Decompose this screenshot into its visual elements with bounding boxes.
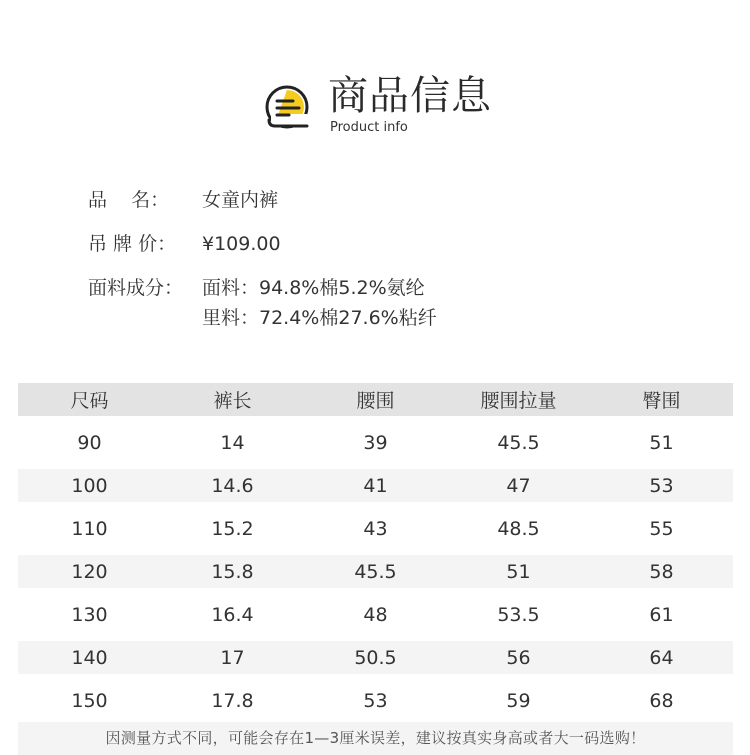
cell-size: 90 — [77, 431, 102, 454]
cell-size: 100 — [71, 474, 108, 497]
cell-waist-stretch: 47 — [506, 474, 531, 497]
cell-waist: 53 — [363, 689, 388, 712]
table-row — [18, 555, 733, 588]
cell-length: 15.2 — [211, 517, 254, 540]
page-subtitle: Product info — [330, 120, 408, 135]
cell-hip: 64 — [649, 646, 674, 669]
cell-size: 150 — [71, 689, 108, 712]
product-name-value: 女童内裤 — [202, 189, 279, 211]
header-size: 尺码 — [70, 390, 109, 412]
size-table — [18, 383, 733, 717]
header-waist: 腰围 — [356, 390, 395, 412]
fabric-row — [88, 274, 688, 329]
cell-hip: 68 — [649, 689, 674, 712]
tag-price-value: ¥109.00 — [202, 233, 281, 255]
product-name-row — [88, 186, 688, 230]
cell-hip: 51 — [649, 431, 674, 454]
table-row — [18, 684, 733, 717]
tag-price-row — [88, 230, 688, 274]
cell-waist-stretch: 45.5 — [497, 431, 540, 454]
cell-waist: 43 — [363, 517, 388, 540]
product-details — [88, 186, 688, 329]
header-length: 裤长 — [213, 390, 252, 412]
cell-waist-stretch: 48.5 — [497, 517, 540, 540]
cell-length: 14 — [220, 431, 245, 454]
cell-length: 14.6 — [211, 474, 254, 497]
cell-waist-stretch: 51 — [506, 560, 531, 583]
page-title: 商品信息 — [328, 73, 492, 119]
size-table-header — [18, 383, 733, 416]
document-lines-icon — [263, 84, 313, 130]
fabric-lining-value: 里料：72.4%棉27.6%粘纤 — [202, 307, 437, 329]
cell-waist-stretch: 59 — [506, 689, 531, 712]
cell-size: 120 — [71, 560, 108, 583]
cell-waist-stretch: 53.5 — [497, 603, 540, 626]
table-row — [18, 426, 733, 459]
table-row — [18, 512, 733, 545]
header-waist-stretch: 腰围拉量 — [480, 390, 557, 412]
cell-hip: 53 — [649, 474, 674, 497]
cell-waist-stretch: 56 — [506, 646, 531, 669]
cell-length: 15.8 — [211, 560, 254, 583]
table-row — [18, 469, 733, 502]
cell-hip: 55 — [649, 517, 674, 540]
product-name-label: 品 名： — [88, 189, 170, 211]
cell-size: 130 — [71, 603, 108, 626]
fabric-label: 面料成分： — [88, 277, 184, 299]
measurement-note: 因测量方式不同，可能会存在1—3厘米误差，建议按真实身高或者大一码选购！ — [18, 722, 733, 755]
fabric-outer-value: 面料：94.8%棉5.2%氨纶 — [202, 277, 425, 299]
cell-waist: 50.5 — [354, 646, 397, 669]
cell-size: 110 — [71, 517, 108, 540]
cell-waist: 41 — [363, 474, 388, 497]
cell-waist: 39 — [363, 431, 388, 454]
header-hip: 臀围 — [642, 390, 681, 412]
cell-length: 16.4 — [211, 603, 254, 626]
cell-hip: 58 — [649, 560, 674, 583]
cell-length: 17 — [220, 646, 245, 669]
product-info-header — [0, 72, 750, 142]
cell-size: 140 — [71, 646, 108, 669]
table-row — [18, 641, 733, 674]
cell-waist: 45.5 — [354, 560, 397, 583]
cell-waist: 48 — [363, 603, 388, 626]
cell-hip: 61 — [649, 603, 674, 626]
cell-length: 17.8 — [211, 689, 254, 712]
tag-price-label: 吊 牌 价： — [88, 233, 177, 255]
table-row — [18, 598, 733, 631]
